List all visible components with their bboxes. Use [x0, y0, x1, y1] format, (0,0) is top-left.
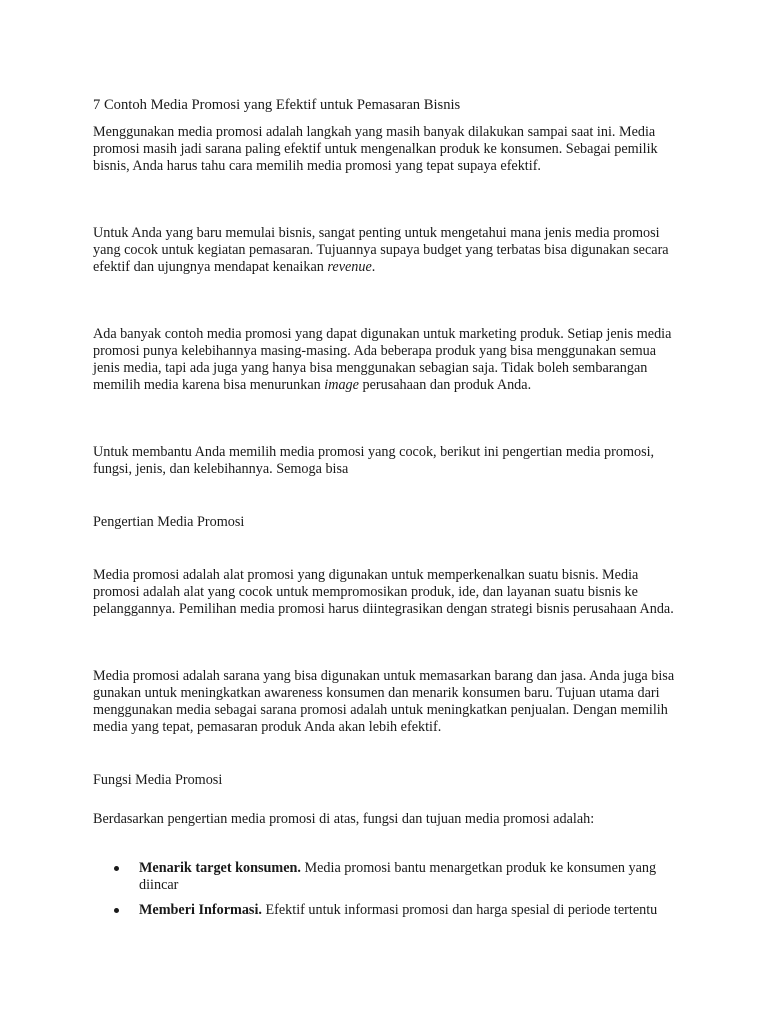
revenue-emphasis: revenue: [327, 259, 372, 275]
intro-paragraph-3-text: Ada banyak contoh media promosi yang dapat digunakan untuk marketing produk. Setiap jenis media promosi punya kelebihannya masing-masing. Ada beberapa produk yang bisa menggunakan semua jenis media, tapi ada juga yang hanya bisa menggunakan sebagian saja. Tidak boleh sembarangan memilih media karena bisa menurunkan: [93, 326, 672, 393]
pengertian-paragraph-1: Media promosi adalah alat promosi yang digunakan untuk memperkenalkan suatu bisnis. Media promosi adalah alat yang cocok untuk mempromosikan produk, ide, dan layanan suatu bisnis ke pelanggannya. Pemilihan media promosi harus diintegrasikan dengan strategi bisnis perusahaan Anda.: [93, 567, 674, 617]
list-item-text: Media promosi bantu menargetkan produk ke konsumen yang diincar: [139, 860, 657, 893]
intro-paragraph-1: Menggunakan media promosi adalah langkah yang masih banyak dilakukan sampai saat ini. Media promosi masih jadi sarana paling efektif untuk mengenalkan produk ke konsumen. Sebagai pemilik bisnis, Anda harus tahu cara memilih media promosi yang tepat supaya efektif.: [93, 124, 658, 174]
spacer: [93, 394, 683, 444]
document-page: [93, 97, 683, 927]
fungsi-list: [93, 860, 683, 919]
spacer: [93, 828, 683, 860]
intro-paragraph-3: [93, 326, 683, 394]
spacer: [93, 618, 683, 668]
intro-paragraph-2: [93, 225, 683, 276]
spacer: [93, 789, 683, 811]
pengertian-heading: Pengertian Media Promosi: [93, 514, 245, 530]
spacer: [93, 276, 683, 326]
intro-paragraph-2-text: Untuk Anda yang baru memulai bisnis, sangat penting untuk mengetahui mana jenis media promosi yang cocok untuk kegiatan pemasaran. Tujuannya supaya budget yang terbatas bisa digunakan secara efektif dan ujungnya mendapat kenaikan: [93, 225, 669, 275]
spacer: [93, 531, 683, 567]
list-item-bold: Menarik target konsumen.: [139, 860, 301, 876]
bullet-icon: [114, 866, 119, 871]
list-item-bold: Memberi Informasi.: [139, 902, 262, 918]
list-item: [93, 860, 683, 894]
spacer: [93, 478, 683, 514]
spacer: [93, 175, 683, 225]
pengertian-paragraph-2: Media promosi adalah sarana yang bisa digunakan untuk memasarkan barang dan jasa. Anda juga bisa gunakan untuk meningkatkan awareness konsumen dan menarik konsumen baru. Tujuan utama dari menggunakan media sebagai sarana promosi adalah untuk meningkatkan penjualan. Dengan memilih media yang tepat, pemasaran produk Anda akan lebih efektif.: [93, 668, 675, 735]
bullet-icon: [114, 908, 119, 913]
spacer: [93, 736, 683, 772]
fungsi-heading: Fungsi Media Promosi: [93, 772, 223, 788]
intro-paragraph-3-end: perusahaan dan produk Anda.: [358, 377, 532, 393]
fungsi-intro: Berdasarkan pengertian media promosi di atas, fungsi dan tujuan media promosi adalah:: [93, 811, 595, 827]
list-item-text: Efektif untuk informasi promosi dan harga spesial di periode tertentu: [261, 902, 658, 918]
list-item: [93, 902, 683, 919]
image-emphasis: image: [324, 377, 359, 393]
intro-paragraph-4: Untuk membantu Anda memilih media promosi yang cocok, berikut ini pengertian media promosi, fungsi, jenis, dan kelebihannya. Semoga bisa: [93, 444, 655, 477]
intro-paragraph-2-end: .: [371, 259, 376, 275]
document-title: 7 Contoh Media Promosi yang Efektif untuk Pemasaran Bisnis: [93, 97, 461, 113]
